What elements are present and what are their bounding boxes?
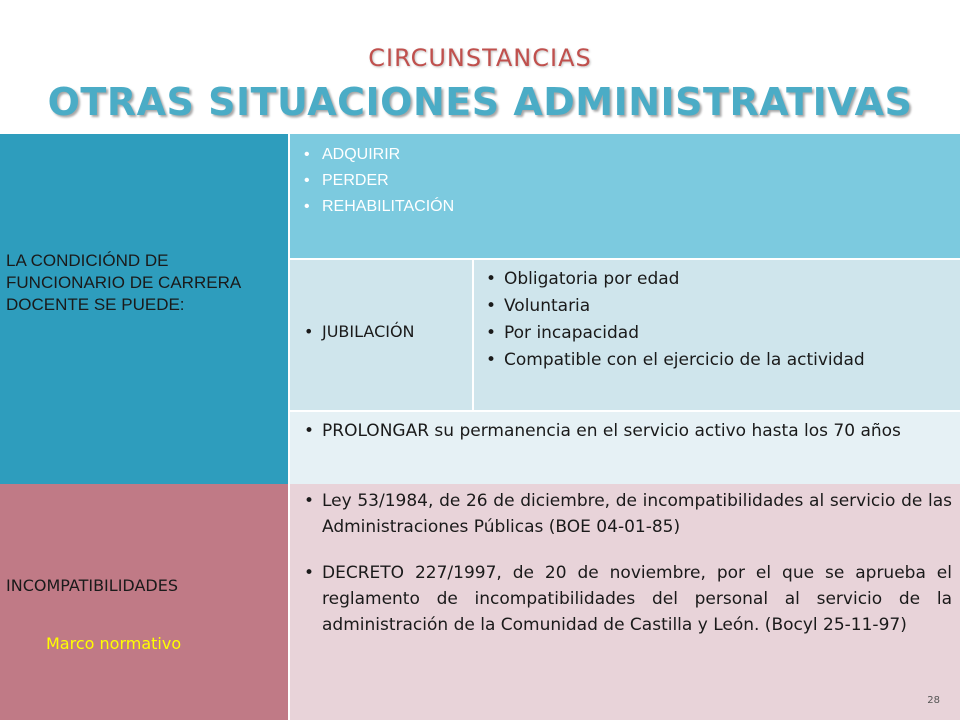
prolongar-item: • PROLONGAR su permanencia en el servicio activo hasta los 70 años xyxy=(300,418,940,445)
marco-normativo-label: Marco normativo xyxy=(46,634,182,653)
jubilacion-type-item: • Voluntaria xyxy=(482,293,932,320)
prolongar-cell xyxy=(290,412,960,484)
jubilacion-cell xyxy=(290,260,472,410)
condition-cell xyxy=(0,134,288,484)
jubilacion-label: • JUBILACIÓN xyxy=(300,322,415,341)
jubilacion-types-cell xyxy=(474,260,960,410)
slide-title: OTRAS SITUACIONES ADMINISTRATIVAS xyxy=(47,80,913,124)
normativa-item: • DECRETO 227/1997, de 20 de noviembre, por el que se aprueba el reglamento de incompatibilidades del personal al servicio de la administración de la Comunidad de Castilla y León. (Bocyl 25-11-97) xyxy=(300,560,952,638)
normativa-cell xyxy=(290,484,960,720)
jubilacion-type-item: • Por incapacidad xyxy=(482,320,932,347)
jubilacion-type-item: • Compatible con el ejercicio de la actividad xyxy=(482,347,932,374)
jubilacion-types-list xyxy=(482,266,932,374)
normativa-item: • Ley 53/1984, de 26 de diciembre, de incompatibilidades al servicio de las Administraciones Públicas (BOE 04-01-85) xyxy=(300,488,952,540)
page-number: 28 xyxy=(927,695,940,706)
jubilacion-list xyxy=(300,322,415,341)
action-item: • PERDER xyxy=(300,168,454,194)
slide-subtitle: CIRCUNSTANCIAS xyxy=(368,44,592,72)
action-item: • REHABILITACIÓN xyxy=(300,194,454,220)
prolongar-list xyxy=(300,418,940,445)
condition-label: LA CONDICIÓND DE FUNCIONARIO DE CARRERA DOCENTE SE PUEDE: xyxy=(6,251,241,314)
incompatibilidades-label: INCOMPATIBILIDADES xyxy=(6,576,178,595)
actions-cell xyxy=(290,134,960,258)
jubilacion-type-item: • Obligatoria por edad xyxy=(482,266,932,293)
normativa-list xyxy=(300,488,952,638)
actions-list xyxy=(300,142,454,220)
action-item: • ADQUIRIR xyxy=(300,142,454,168)
incompatibilidades-cell xyxy=(0,484,288,720)
